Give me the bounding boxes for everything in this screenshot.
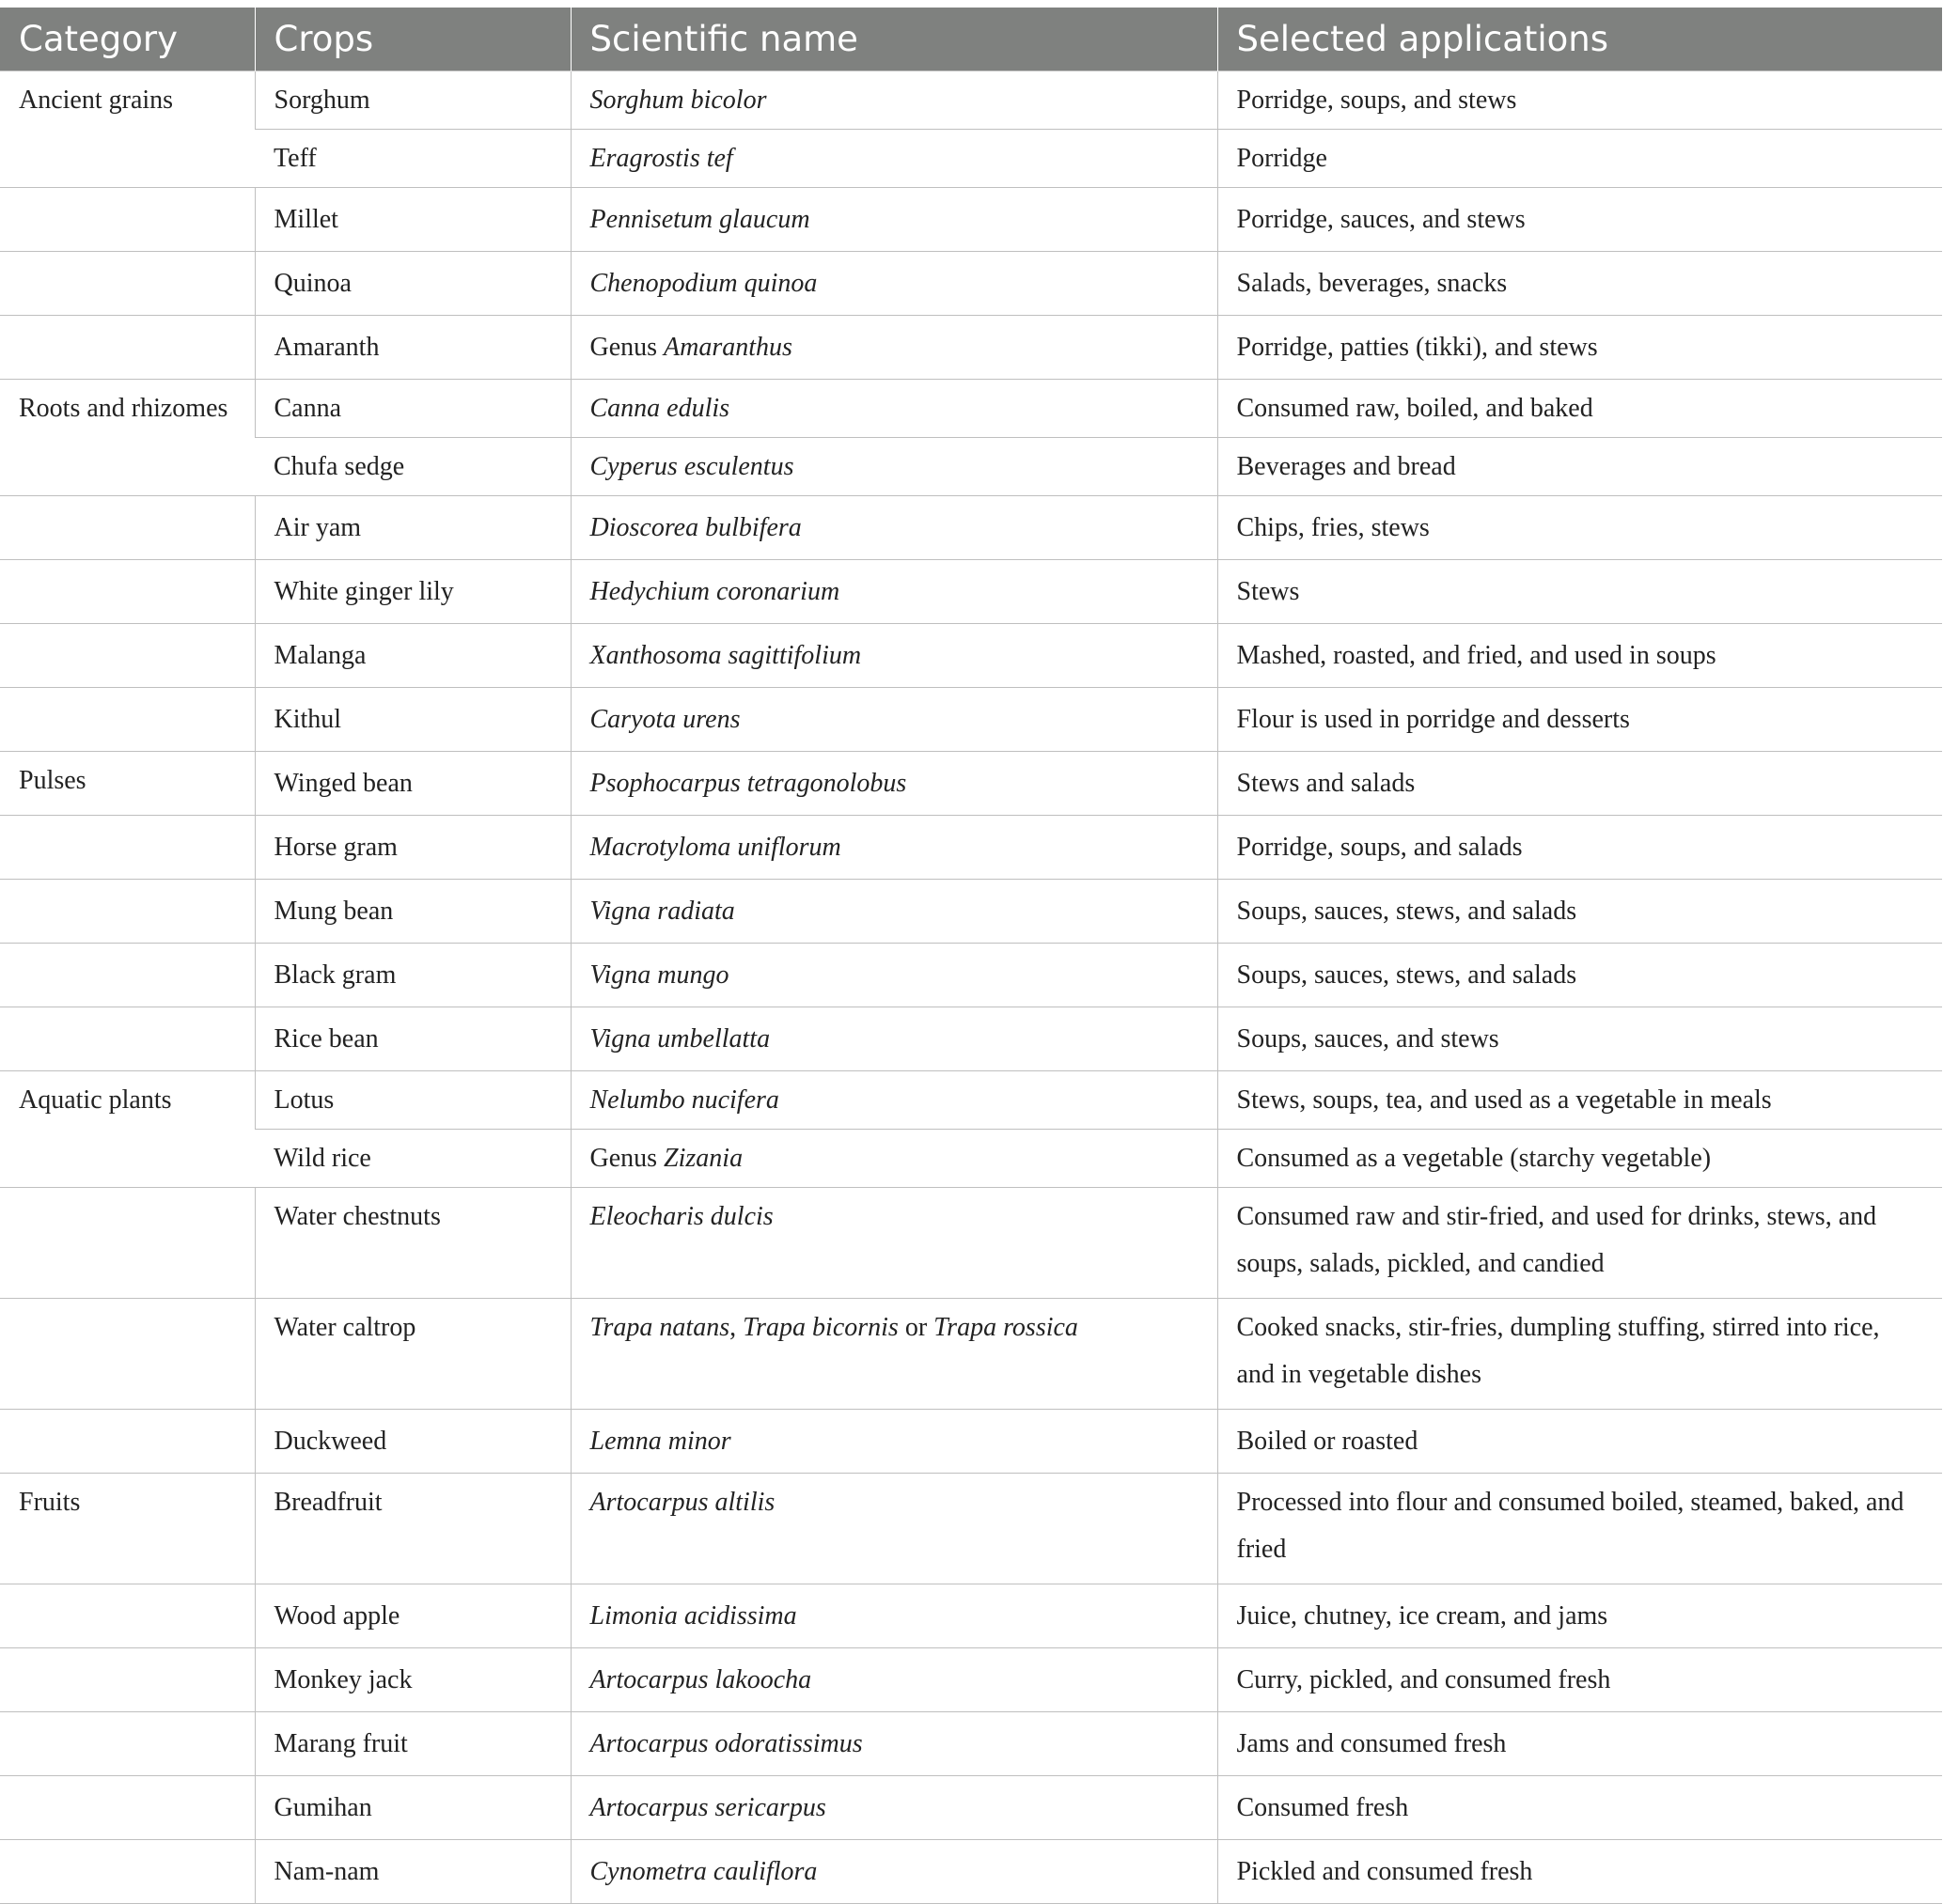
header-crops: Crops [255,8,571,71]
application-cell: Stews and salads [1217,752,1942,816]
category-cell [0,1007,255,1071]
application-cell: Juice, chutney, ice cream, and jams [1217,1584,1942,1648]
scientific-name-part: Genus [589,1143,665,1173]
scientific-name-part: Limonia acidissima [589,1600,797,1631]
scientific-name-part: Eragrostis tef [589,143,733,173]
table-row [0,316,1942,380]
scientific-name-part: Amaranthus [664,332,792,362]
scientific-name-part: Canna edulis [589,393,730,423]
scientific-name-cell [571,944,1217,1007]
application-cell: Porridge, sauces, and stews [1217,188,1942,252]
application-cell: Stews [1217,560,1942,624]
crop-cell: Air yam [255,496,571,560]
crop-cell: Wood apple [255,1584,571,1648]
category-cell [0,1648,255,1712]
scientific-name-cell [571,1410,1217,1474]
application-cell: Consumed raw, boiled, and baked [1217,380,1942,438]
category-cell [0,1840,255,1904]
scientific-name-cell [571,816,1217,880]
scientific-name-part: Genus [589,332,665,362]
scientific-name-cell [571,624,1217,688]
scientific-name-part: Psophocarpus tetragonolobus [589,768,907,798]
application-cell: Porridge, soups, and salads [1217,816,1942,880]
scientific-name-cell [571,380,1217,438]
category-cell [0,1299,255,1410]
scientific-name-cell [571,1007,1217,1071]
application-cell: Stews, soups, tea, and used as a vegetable in meals [1217,1071,1942,1130]
table-row [0,71,1942,130]
scientific-name-part: Artocarpus altilis [589,1488,776,1517]
crop-cell: Black gram [255,944,571,1007]
category-cell [0,316,255,380]
application-cell: Porridge, patties (tikki), and stews [1217,316,1942,380]
table-row [0,816,1942,880]
category-cell [0,1584,255,1648]
scientific-name-part: Dioscorea bulbifera [589,512,802,542]
crop-cell: Teff [255,130,571,188]
application-cell: Boiled or roasted [1217,1410,1942,1474]
crop-cell: Horse gram [255,816,571,880]
scientific-name-cell [571,1188,1217,1299]
category-cell: Roots and rhizomes [0,380,255,496]
scientific-name-cell [571,1071,1217,1130]
table-row [0,1776,1942,1840]
category-cell [0,624,255,688]
scientific-name-part: Zizania [664,1143,744,1173]
application-cell: Porridge, soups, and stews [1217,71,1942,130]
scientific-name-part: Eleocharis dulcis [589,1202,774,1231]
category-cell [0,252,255,316]
table-row [0,624,1942,688]
table-body [0,71,1942,1904]
scientific-name-cell [571,252,1217,316]
scientific-name-part: Vigna mungo [589,960,729,990]
scientific-name-cell [571,1712,1217,1776]
category-cell [0,560,255,624]
table-row [0,188,1942,252]
crop-cell: Breadfruit [255,1474,571,1584]
scientific-name-part: Caryota urens [589,704,741,734]
category-cell [0,688,255,752]
application-cell: Salads, beverages, snacks [1217,252,1942,316]
application-cell: Soups, sauces, stews, and salads [1217,944,1942,1007]
category-cell: Fruits [0,1474,255,1584]
category-cell [0,816,255,880]
scientific-name-cell [571,1474,1217,1584]
crop-cell: Gumihan [255,1776,571,1840]
scientific-name-part: Trapa rossica [933,1313,1078,1342]
table-row [0,688,1942,752]
scientific-name-part: Lemna minor [589,1426,731,1456]
crop-cell: White ginger lily [255,560,571,624]
crop-cell: Monkey jack [255,1648,571,1712]
scientific-name-cell [571,1299,1217,1410]
table-row [0,944,1942,1007]
table-row [0,1474,1942,1584]
table-row [0,380,1942,438]
scientific-name-cell [571,188,1217,252]
application-cell: Mashed, roasted, and fried, and used in soups [1217,624,1942,688]
scientific-name-cell [571,438,1217,496]
application-cell: Porridge [1217,130,1942,188]
crop-cell: Kithul [255,688,571,752]
table-row [0,1188,1942,1299]
crop-cell: Winged bean [255,752,571,816]
header-scientific-name: Scientific name [571,8,1217,71]
crop-cell: Nam-nam [255,1840,571,1904]
scientific-name-part: Vigna radiata [589,896,735,926]
scientific-name-cell [571,688,1217,752]
scientific-name-cell [571,752,1217,816]
scientific-name-part: Trapa natans [589,1313,730,1342]
crop-cell: Chufa sedge [255,438,571,496]
scientific-name-part: Nelumbo nucifera [589,1085,779,1115]
table-row [0,496,1942,560]
application-cell: Soups, sauces, stews, and salads [1217,880,1942,944]
scientific-name-part: Cynometra cauliflora [589,1856,818,1886]
application-cell: Soups, sauces, and stews [1217,1007,1942,1071]
category-cell [0,1776,255,1840]
table-row [0,1648,1942,1712]
crop-cell: Mung bean [255,880,571,944]
crops-table [0,8,1942,1904]
scientific-name-cell [571,1648,1217,1712]
scientific-name-part: Xanthosoma sagittifolium [589,640,862,670]
table-row [0,438,1942,496]
scientific-name-part: Pennisetum glaucum [589,204,810,234]
scientific-name-cell [571,130,1217,188]
crop-cell: Quinoa [255,252,571,316]
crop-cell: Rice bean [255,1007,571,1071]
application-cell: Curry, pickled, and consumed fresh [1217,1648,1942,1712]
scientific-name-cell [571,71,1217,130]
crop-cell: Millet [255,188,571,252]
table-row [0,880,1942,944]
scientific-name-cell [571,1130,1217,1188]
table-row [0,560,1942,624]
scientific-name-part: Artocarpus lakoocha [589,1664,812,1694]
scientific-name-cell [571,316,1217,380]
table-row [0,1584,1942,1648]
application-cell: Consumed as a vegetable (starchy vegetable) [1217,1130,1942,1188]
scientific-name-part: or [898,1313,934,1342]
category-cell [0,880,255,944]
table-row [0,1007,1942,1071]
header-category: Category [0,8,255,71]
scientific-name-part: Vigna umbellatta [589,1023,771,1053]
scientific-name-part: Cyperus esculentus [589,451,794,481]
table-row [0,130,1942,188]
scientific-name-part: Sorghum bicolor [589,85,767,115]
scientific-name-cell [571,560,1217,624]
scientific-name-cell [571,496,1217,560]
scientific-name-cell [571,1776,1217,1840]
category-cell [0,1188,255,1299]
application-cell: Cooked snacks, stir-fries, dumpling stuffing, stirred into rice, and in vegetable dishes [1217,1299,1942,1410]
application-cell: Jams and consumed fresh [1217,1712,1942,1776]
application-cell: Consumed raw and stir-fried, and used for drinks, stews, and soups, salads, pickled, and candied [1217,1188,1942,1299]
table-row [0,1071,1942,1130]
scientific-name-part: Trapa bicornis [743,1313,899,1342]
crop-cell: Marang fruit [255,1712,571,1776]
category-cell: Ancient grains [0,71,255,188]
category-cell [0,188,255,252]
application-cell: Processed into flour and consumed boiled, steamed, baked, and fried [1217,1474,1942,1584]
table-row [0,1840,1942,1904]
scientific-name-part: Artocarpus sericarpus [589,1792,826,1822]
scientific-name-part: , [729,1313,744,1342]
application-cell: Chips, fries, stews [1217,496,1942,560]
category-cell: Pulses [0,752,255,816]
table-row [0,752,1942,816]
scientific-name-cell [571,880,1217,944]
table-row [0,1130,1942,1188]
scientific-name-part: Chenopodium quinoa [589,268,818,298]
scientific-name-cell [571,1840,1217,1904]
category-cell: Aquatic plants [0,1071,255,1188]
category-cell [0,1410,255,1474]
category-cell [0,1712,255,1776]
application-cell: Consumed fresh [1217,1776,1942,1840]
table-row [0,1712,1942,1776]
category-cell [0,496,255,560]
crop-cell: Water chestnuts [255,1188,571,1299]
scientific-name-part: Macrotyloma uniflorum [589,832,841,862]
table-header-row [0,8,1942,71]
application-cell: Flour is used in porridge and desserts [1217,688,1942,752]
scientific-name-part: Hedychium coronarium [589,576,840,606]
header-selected-applications: Selected applications [1217,8,1942,71]
crop-cell: Lotus [255,1071,571,1130]
application-cell: Beverages and bread [1217,438,1942,496]
crop-cell: Malanga [255,624,571,688]
scientific-name-part: Artocarpus odoratissimus [589,1728,863,1758]
scientific-name-cell [571,1584,1217,1648]
table-row [0,1299,1942,1410]
crop-cell: Wild rice [255,1130,571,1188]
crop-cell: Canna [255,380,571,438]
category-cell [0,944,255,1007]
crop-cell: Duckweed [255,1410,571,1474]
table-row [0,1410,1942,1474]
crop-cell: Amaranth [255,316,571,380]
table-row [0,252,1942,316]
crop-cell: Sorghum [255,71,571,130]
application-cell: Pickled and consumed fresh [1217,1840,1942,1904]
crop-cell: Water caltrop [255,1299,571,1410]
